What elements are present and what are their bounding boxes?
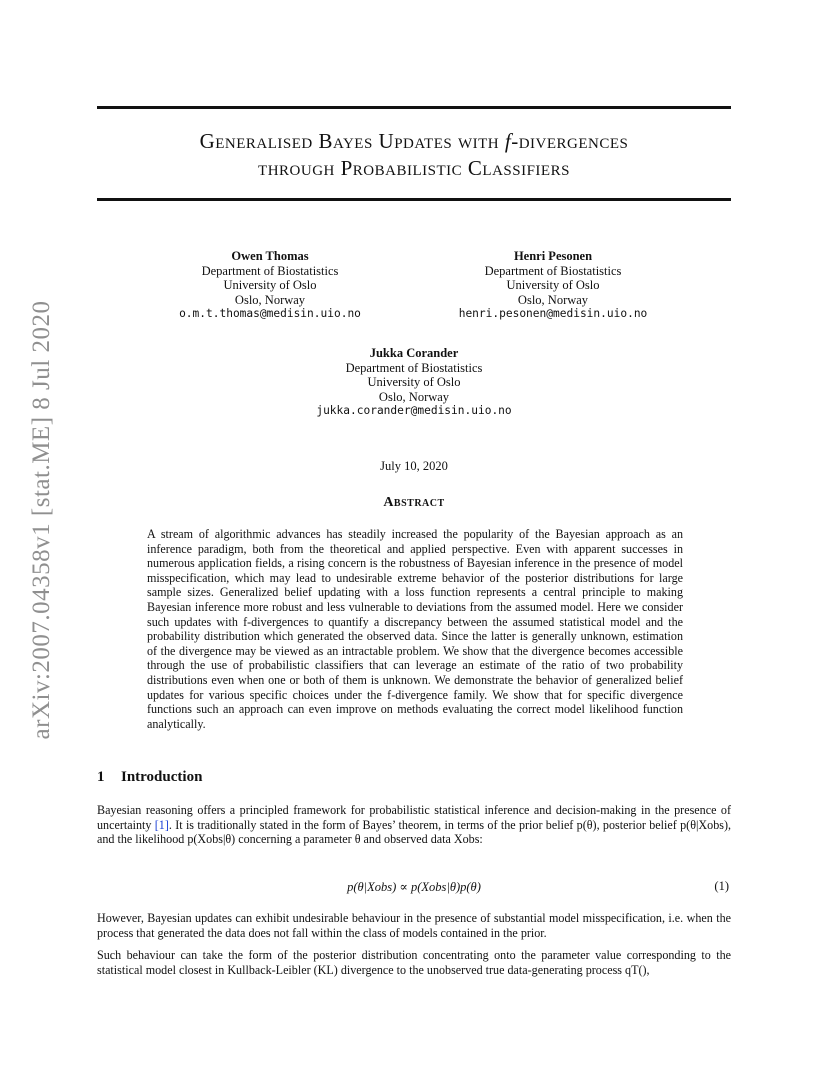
citation-link[interactable]: [1] [154, 817, 169, 832]
arxiv-identifier[interactable]: arXiv:2007.04358v1 [stat.ME] 8 Jul 2020 [28, 300, 55, 740]
author-university: University of Oslo [367, 375, 461, 390]
author-university: University of Oslo [506, 278, 600, 293]
author-email[interactable]: jukka.corander@medisin.uio.no [316, 404, 512, 418]
section-title: Introduction [121, 769, 203, 785]
paper-date: July 10, 2020 [380, 459, 448, 473]
abstract-heading: Abstract [383, 495, 445, 510]
body-paragraph [97, 803, 731, 847]
author-email[interactable]: o.m.t.thomas@medisin.uio.no [179, 307, 361, 321]
author-university: University of Oslo [223, 278, 317, 293]
title-line-1-text: Generalised Bayes Updates with [199, 129, 500, 153]
author-location: Oslo, Norway [517, 292, 589, 307]
title-top-rule [97, 106, 731, 109]
author-dept: Department of Biostatistics [484, 263, 622, 278]
section-heading [97, 769, 202, 786]
author-dept: Department of Biostatistics [345, 360, 483, 375]
body-paragraph: Such behaviour can take the form of the posterior distribution concentrating onto the parameter value corresponding to the statistical model closest in Kullback-Leibler (KL) divergence to the unobserved true data-generating process qT(), [97, 948, 731, 977]
author-dept: Department of Biostatistics [201, 263, 339, 278]
author-block [423, 249, 683, 322]
abstract-text: A stream of algorithmic advances has steadily increased the popularity of the Bayesian approach as an inference paradigm, both from the theoretical and applied perspective. Even with apparent successes in numerous application fields, a rising concern is the robustness of Bayesian inference in the presence of model misspecification, which may lead to undesirable extreme behavior of the posterior distributions for large sample sizes. Generalized belief updating with a loss function represents a central principle to making Bayesian inference more robust and less vulnerable to deviations from the assumed model. Here we consider such updates with f-divergences to quantify a discrepancy between the assumed statistical model and the probability distribution which generated the observed data. Since the latter is generally unknown, estimation of the divergence may be viewed as an intractable problem. We show that the divergence becomes accessible through the use of probabilistic classifiers that can leverage an estimate of the ratio of two probability distributions even when one or both of them is unknown. We demonstrate the behavior of generalized belief updates for various specific choices under the f-divergence family. We show that for specific divergence functions such an approach can even improve on methods evaluating the correct model likelihood function analytically. [147, 527, 683, 731]
paper-title [97, 128, 731, 182]
author-location: Oslo, Norway [378, 389, 450, 404]
author-email[interactable]: henri.pesonen@medisin.uio.no [458, 307, 648, 321]
author-name: Henri Pesonen [513, 249, 593, 263]
author-name: Owen Thomas [231, 249, 309, 263]
section-number: 1 [97, 769, 105, 785]
author-block [140, 249, 400, 322]
paragraph-text: . It is traditionally stated in the form of Bayes’ theorem, in terms of the prior belief p(θ), posterior belief p(θ|Xobs), and the likelihood p(Xobs|θ) concerning a parameter θ and observed data Xobs: [97, 817, 732, 847]
author-block [284, 346, 544, 419]
equation-expression: p(θ|Xobs) ∝ p(Xobs|θ)p(θ) [347, 880, 481, 894]
title-line-2: through Probabilistic Classifiers [258, 156, 570, 180]
title-line-1-math: f [504, 129, 512, 153]
title-line-1 [97, 128, 731, 155]
author-location: Oslo, Norway [234, 292, 306, 307]
body-paragraph: However, Bayesian updates can exhibit undesirable behaviour in the presence of substantial model misspecification, i.e. when the process that generated the data does not fall within the class of models contained in the prior. [97, 911, 731, 940]
title-bottom-rule [97, 198, 731, 201]
author-name: Jukka Corander [369, 346, 459, 360]
equation-number: (1) [714, 879, 729, 893]
paragraph-text: Bayesian reasoning offers a principled framework for probabilistic statistical inference and decision-making in the presence of uncertainty [97, 803, 731, 832]
title-line-1-end: -divergences [511, 129, 629, 153]
